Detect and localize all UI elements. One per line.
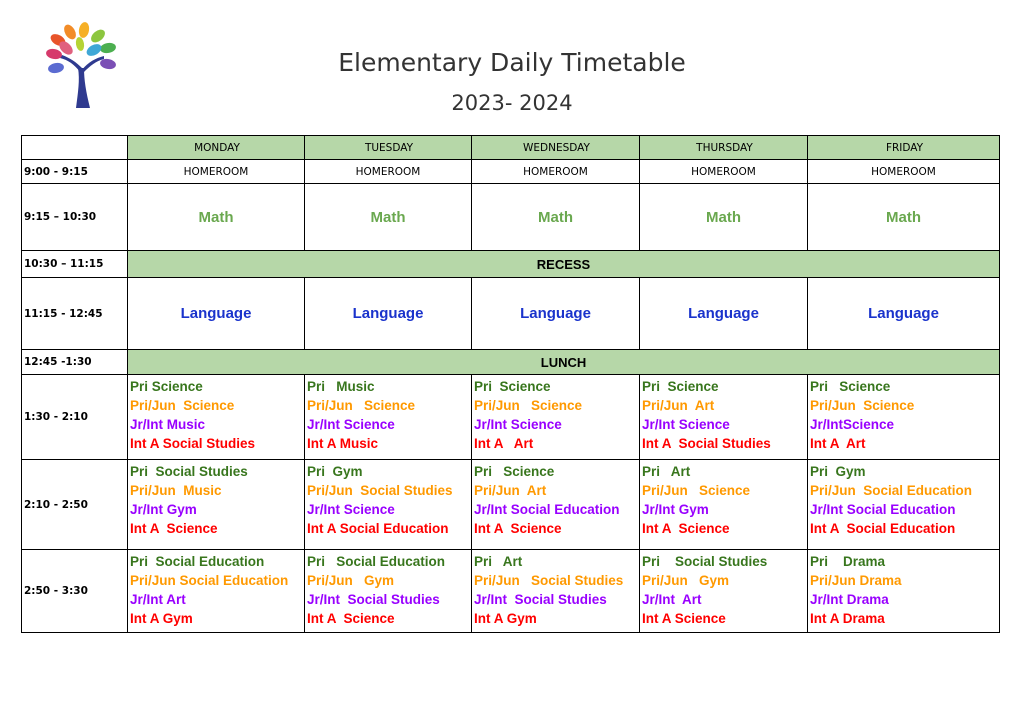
day-header-tuesday: TUESDAY [305,136,472,160]
time-cell: 1:30 - 2:10 [22,375,128,460]
homeroom-cell: HOMEROOM [640,160,808,184]
int-a-line: Int A Social Studies [130,436,256,452]
math-cell: Math [472,184,640,251]
int-a-line: Int A Art [474,436,534,452]
schedule-cell [808,375,1000,460]
day-header-thursday: THURSDAY [640,136,808,160]
pri-jun-line: Pri/Jun Science [810,398,915,414]
pri-line: Pri Music [307,379,375,394]
pri-line: Pri Gym [810,464,866,479]
int-a-line: Int A Science [642,611,726,627]
schedule-cell [472,460,640,550]
jr-int-line: Jr/IntScience [810,417,895,433]
math-cell: Math [808,184,1000,251]
lunch-band: LUNCH [128,350,1000,375]
int-a-line: Int A Science [642,521,730,537]
period-row-1 [22,375,1000,460]
pri-jun-line: Pri/Jun Social Education [130,573,289,589]
time-cell: 10:30 – 11:15 [22,251,128,278]
jr-int-line: Jr/Int Social Education [474,502,620,518]
pri-line: Pri Science [642,379,719,394]
time-cell: 9:15 – 10:30 [22,184,128,251]
jr-int-line: Jr/Int Social Studies [474,592,607,608]
int-a-line: Int A Science [307,611,395,627]
jr-int-line: Jr/Int Art [642,592,702,608]
int-a-line: Int A Music [307,436,379,452]
homeroom-cell: HOMEROOM [472,160,640,184]
int-a-line: Int A Gym [130,611,193,627]
homeroom-cell: HOMEROOM [808,160,1000,184]
pri-line: Pri Science [130,379,203,394]
pri-jun-line: Pri/Jun Social Studies [307,483,453,499]
int-a-line: Int A Social Education [307,521,449,537]
int-a-line: Int A Science [474,521,562,537]
jr-int-line: Jr/Int Science [642,417,730,433]
time-cell: 2:10 - 2:50 [22,460,128,550]
language-cell: Language [640,278,808,350]
pri-line: Pri Science [810,379,891,394]
recess-band: RECESS [128,251,1000,278]
schedule-cell [640,375,808,460]
language-cell: Language [472,278,640,350]
jr-int-line: Jr/Int Gym [642,502,709,518]
page-title: Elementary Daily Timetable [338,48,686,77]
pri-jun-line: Pri/Jun Science [307,398,416,414]
day-header-monday: MONDAY [128,136,305,160]
jr-int-line: Jr/Int Art [130,592,186,608]
jr-int-line: Jr/Int Social Studies [307,592,440,608]
pri-jun-line: Pri/Jun Science [130,398,235,414]
language-cell: Language [808,278,1000,350]
math-cell: Math [640,184,808,251]
math-cell: Math [305,184,472,251]
pri-jun-line: Pri/Jun Social Education [810,483,973,499]
pri-line: Pri Drama [810,554,886,569]
jr-int-line: Jr/Int Science [474,417,562,433]
language-cell: Language [305,278,472,350]
homeroom-cell: HOMEROOM [305,160,472,184]
schedule-cell [305,550,472,633]
pri-line: Pri Art [642,464,691,479]
schedule-cell [128,460,305,550]
pri-jun-line: Pri/Jun Art [642,398,715,414]
homeroom-cell: HOMEROOM [128,160,305,184]
schedule-cell [808,550,1000,633]
period-row-3 [22,550,1000,633]
recess-row [22,251,1000,278]
homeroom-row [22,160,1000,184]
time-cell: 12:45 -1:30 [22,350,128,375]
time-cell: 9:00 - 9:15 [22,160,128,184]
school-year: 2023- 2024 [451,91,573,115]
time-cell: 11:15 - 12:45 [22,278,128,350]
int-a-line: Int A Social Studies [642,436,771,452]
jr-int-line: Jr/Int Science [307,417,395,433]
jr-int-line: Jr/Int Social Education [810,502,956,518]
int-a-line: Int A Social Education [810,521,956,537]
schedule-cell [808,460,1000,550]
pri-jun-line: Pri/Jun Drama [810,573,902,589]
schedule-cell [305,460,472,550]
period-row-2 [22,460,1000,550]
pri-jun-line: Pri/Jun Science [642,483,751,499]
corner-cell [22,136,128,160]
pri-line: Pri Social Education [307,554,446,569]
schedule-cell [472,550,640,633]
math-row [22,184,1000,251]
jr-int-line: Jr/Int Drama [810,592,889,608]
pri-jun-line: Pri/Jun Gym [642,573,730,589]
pri-jun-line: Pri/Jun Music [130,483,222,499]
schedule-cell [472,375,640,460]
pri-line: Pri Science [474,379,551,394]
int-a-line: Int A Science [130,521,218,537]
schedule-cell [128,550,305,633]
pri-line: Pri Science [474,464,555,479]
lunch-row [22,350,1000,375]
timetable [21,135,1000,633]
pri-line: Pri Art [474,554,523,569]
schedule-cell [305,375,472,460]
schedule-cell [640,550,808,633]
int-a-line: Int A Art [810,436,866,452]
jr-int-line: Jr/Int Music [130,417,206,433]
language-row [22,278,1000,350]
pri-line: Pri Social Studies [130,464,248,479]
int-a-line: Int A Gym [474,611,537,627]
pri-jun-line: Pri/Jun Social Studies [474,573,624,589]
schedule-cell [640,460,808,550]
time-cell: 2:50 - 3:30 [22,550,128,633]
int-a-line: Int A Drama [810,611,885,627]
pri-jun-line: Pri/Jun Gym [307,573,395,589]
pri-jun-line: Pri/Jun Science [474,398,583,414]
schedule-cell [128,375,305,460]
day-header-wednesday: WEDNESDAY [472,136,640,160]
pri-line: Pri Social Studies [642,554,768,569]
jr-int-line: Jr/Int Science [307,502,395,518]
language-cell: Language [128,278,305,350]
jr-int-line: Jr/Int Gym [130,502,197,518]
pri-line: Pri Social Education [130,554,265,569]
math-cell: Math [128,184,305,251]
pri-jun-line: Pri/Jun Art [474,483,547,499]
pri-line: Pri Gym [307,464,363,479]
day-header-row [22,136,1000,160]
day-header-friday: FRIDAY [808,136,1000,160]
